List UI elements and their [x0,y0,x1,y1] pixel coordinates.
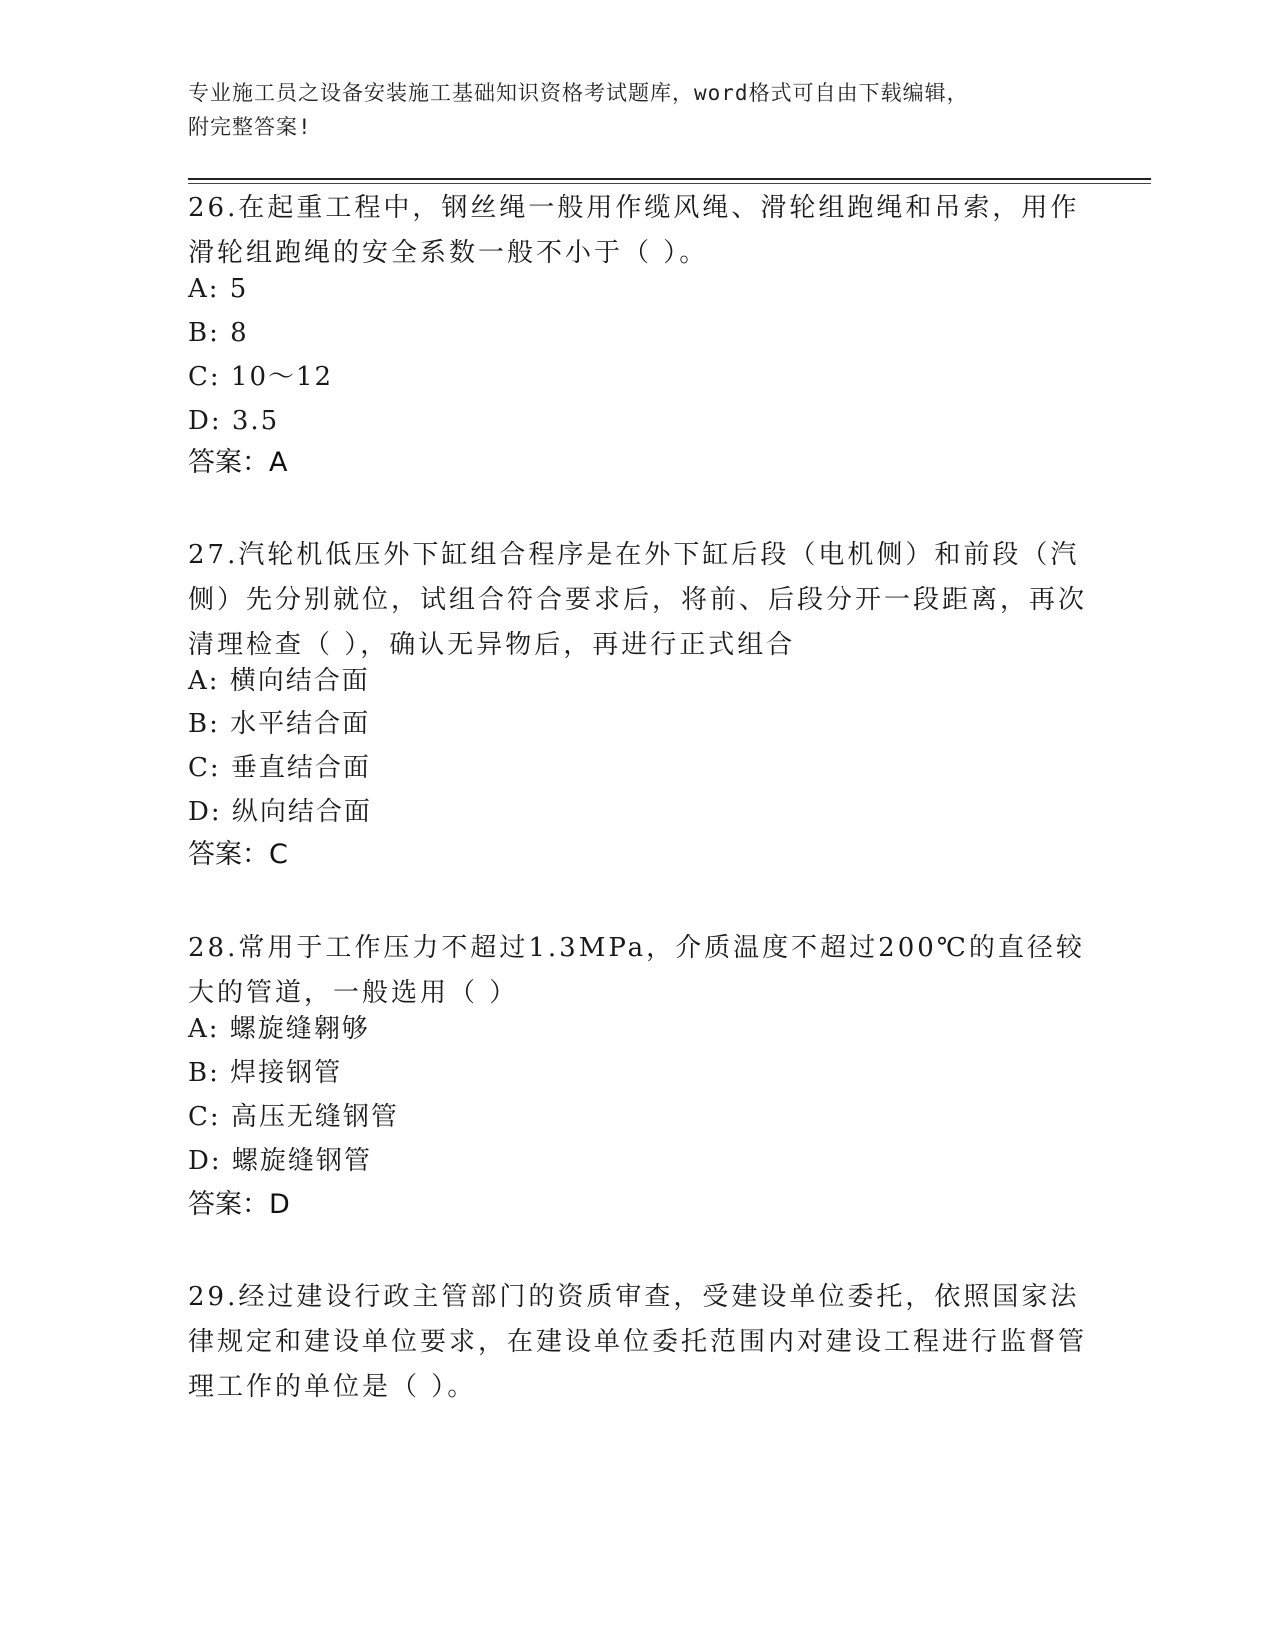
header-divider [188,178,1151,180]
header-divider-thin [188,183,1151,184]
question-27-answer: 答案：C [188,839,288,870]
question-27-option-a: A: 横向结合面 [188,666,370,696]
question-27-option-b: B: 水平结合面 [188,709,371,739]
question-28-text: 28.常用于工作压力不超过1.3MPa，介质温度不超过200℃的直径较大的管道，一般选用（ ） [188,933,1085,1008]
question-28-option-a: A: 螺旋缝翱够 [188,1014,370,1044]
header-line-1: 专业施工员之设备安装施工基础知识资格考试题库，word格式可自由下载编辑， [188,81,969,105]
question-29-text: 29.经过建设行政主管部门的资质审查，受建设单位委托，依照国家法律规定和建设单位要求，在建设单位委托范围内对建设工程进行监督管理工作的单位是（ ）。 [188,1282,1088,1402]
question-28-option-c: C: 高压无缝钢管 [188,1102,399,1132]
question-27-option-c: C: 垂直结合面 [188,753,371,783]
question-27-text: 27.汽轮机低压外下缸组合程序是在外下缸后段（电机侧）和前段（汽侧）先分别就位，试组合符合要求后，将前、后段分开一段距离，再次清理检查（ ），确认无异物后，再进行正式组合 [188,540,1088,660]
question-28-option-d: D: 螺旋缝钢管 [188,1146,372,1176]
document-header [188,76,1068,144]
question-26-answer: 答案：A [188,447,288,478]
question-26-option-a: A: 5 [188,274,249,304]
question-26-text: 26.在起重工程中，钢丝绳一般用作缆风绳、滑轮组跑绳和吊索，用作滑轮组跑绳的安全系数一般不小于（ ）。 [188,193,1080,268]
question-28-answer: 答案：D [188,1189,290,1220]
question-26-option-d: D: 3.5 [188,406,280,436]
header-line-2: 附完整答案! [188,115,312,139]
question-27-option-d: D: 纵向结合面 [188,797,372,827]
question-28-option-b: B: 焊接钢管 [188,1058,343,1088]
question-26-option-b: B: 8 [188,318,249,348]
question-26-option-c: C: 10～12 [188,362,334,392]
